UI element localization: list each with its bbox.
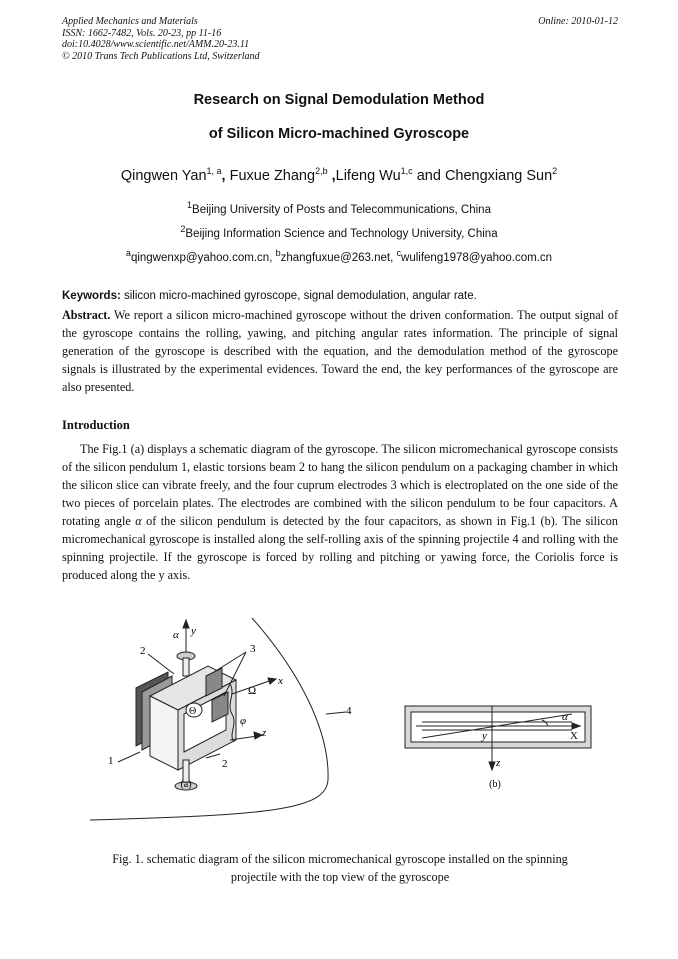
axis-z-label: z <box>262 727 267 739</box>
affiliation-sup: 1 <box>187 200 193 211</box>
author-separator: , <box>221 168 230 184</box>
author-sup: 2,b <box>315 166 328 177</box>
author-separator: , <box>327 168 336 184</box>
author-emails <box>0 248 678 264</box>
axis-z-label-b: z <box>496 757 501 769</box>
keywords-text: silicon micro-machined gyroscope, signal demodulation, angular rate. <box>120 290 477 302</box>
introduction-paragraph <box>62 440 618 584</box>
email-link[interactable]: qingwenxp@yahoo.com.cn, <box>130 252 276 264</box>
online-date: Online: 2010-01-12 <box>538 16 618 27</box>
caption-line-2: projectile with the top view of the gyroscope <box>230 870 450 884</box>
abstract-text: We report a silicon micro-machined gyroscope without the driven conformation. The output signal of the gyroscope contains the rolling, yawing, and pitching angular rates information. The principle of signal generation of the gyroscope is described with the equation, and the demodulation method of the gyroscope signals is illustrated by the experimental evidences. Toward the end, the key performances of the gyroscope are also presented. <box>62 308 618 394</box>
author-separator: and <box>412 168 445 184</box>
running-header <box>62 16 618 62</box>
author-name: Lifeng Wu <box>335 168 401 184</box>
label-1: 1 <box>108 755 114 767</box>
email-link[interactable]: wulifeng1978@yahoo.com.cn <box>401 252 553 264</box>
author-sup: 1,c <box>400 166 413 177</box>
copyright-line: © 2010 Trans Tech Publications Ltd, Switzerland <box>62 50 260 62</box>
theta-label: Θ <box>189 706 197 717</box>
abstract <box>62 306 618 396</box>
email-sup: a <box>125 248 131 259</box>
journal-name: Applied Mechanics and Materials <box>62 16 198 27</box>
affiliation-text: Beijing University of Posts and Telecommunications, China <box>192 204 491 216</box>
affiliation-1 <box>0 200 678 216</box>
figure-caption <box>62 850 618 886</box>
label-3: 3 <box>250 643 256 655</box>
phi-label: φ <box>240 715 247 727</box>
author-name: Chengxiang Sun <box>444 168 553 184</box>
affiliation-2 <box>0 224 678 240</box>
author-name: Qingwen Yan <box>120 168 207 184</box>
email-sup: b <box>275 248 281 259</box>
intro-text-part2: of the silicon pendulum is detected by the four capacitors, as shown in Fig.1 (b). The silicon micromechanical gyroscope is installed along the self-rolling axis of the spinning projectile 4 and rolling with the spinning projectile. If the gyroscope is forced by rolling and pitching or yawing force, the Coriolis force is produced along the y axis. <box>62 514 618 582</box>
omega-label: Ω <box>248 685 257 697</box>
subfigure-b-label: (b) <box>489 779 501 790</box>
intro-text-part1: The Fig.1 (a) displays a schematic diagram of the gyroscope. The silicon micromechanical gyroscope consists of the silicon pendulum 1, elastic torsions beam 2 to hang the silicon pendulum on a packaging chamber in which the silicon slice can vibrate freely, and the four cuprum electrodes 3 which is electroplated on the one side of the two pieces of porcelain plates. The electrodes are combined with the silicon pendulum to be four capacitors. A rotating angle <box>62 442 618 528</box>
email-sup: c <box>396 248 402 259</box>
keywords <box>62 290 618 302</box>
section-heading-introduction: Introduction <box>62 418 130 432</box>
issn-line: ISSN: 1662-7482, Vols. 20-23, pp 11-16 <box>62 27 222 39</box>
alpha-label-a: α <box>173 629 179 641</box>
subfigure-a-label: (a) <box>180 779 192 790</box>
email-link[interactable]: zhangfuxue@263.net, <box>280 252 397 264</box>
label-2-top: 2 <box>140 645 146 657</box>
figure-1 <box>0 610 678 840</box>
author-sup: 2 <box>552 166 558 177</box>
doi-line: doi:10.4028/www.scientific.net/AMM.20-23.11 <box>62 39 250 50</box>
keywords-label: Keywords: <box>62 290 121 302</box>
author-sup: 1, a <box>206 166 222 177</box>
axis-x-label: x <box>278 675 283 687</box>
gyroscope-diagram <box>118 620 346 790</box>
abstract-label: Abstract. <box>62 308 111 322</box>
axis-x-label-b: X <box>570 730 578 742</box>
label-2-bottom: 2 <box>222 758 228 770</box>
axis-y-label-b: y <box>482 730 487 742</box>
alpha-label-b: α <box>562 711 568 723</box>
affiliation-text: Beijing Information Science and Technology University, China <box>185 228 498 240</box>
axis-y-label: y <box>191 625 196 637</box>
alpha-symbol: α <box>135 514 142 528</box>
author-name: Fuxue Zhang <box>229 168 316 184</box>
affiliation-sup: 2 <box>180 224 186 235</box>
author-list <box>0 168 678 184</box>
caption-line-1: Fig. 1. schematic diagram of the silicon micromechanical gyroscope installed on the spinning <box>112 852 568 866</box>
label-4: 4 <box>346 705 352 717</box>
paper-title-line-1: Research on Signal Demodulation Method <box>193 92 485 108</box>
paper-title-line-2: of Silicon Micro-machined Gyroscope <box>208 126 470 142</box>
